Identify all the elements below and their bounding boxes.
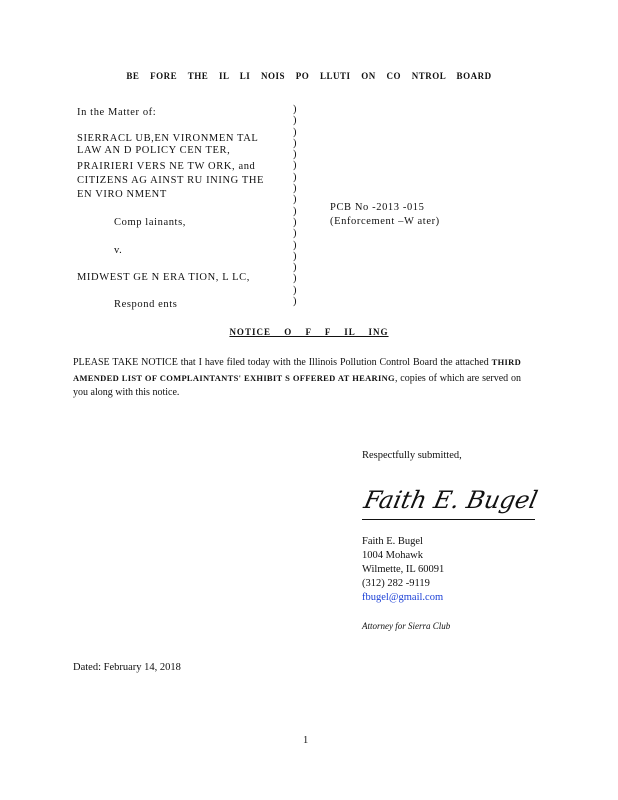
page-number: 1	[303, 735, 309, 746]
attorney-city: Wilmette, IL 60091	[362, 564, 445, 575]
notice-heading: NOTICE O F F IL ING	[229, 327, 389, 337]
complainant-line-3: PRAIRIERI VERS NE TW ORK, and	[77, 161, 256, 172]
attorney-email-link[interactable]: fbugel@gmail.com	[362, 592, 444, 603]
complainants-label: Comp lainants,	[114, 217, 186, 228]
notice-text-closing: , copies of which are served on you along with this notice.	[73, 372, 521, 398]
handwritten-signature	[362, 474, 542, 522]
attorney-name: Faith E. Bugel	[362, 536, 423, 547]
complainant-line-2: LAW AN D POLICY CEN TER,	[77, 145, 231, 156]
respondent-name: MIDWEST GE N ERA TION, L LC,	[77, 272, 250, 283]
attorney-phone: (312) 282 -9119	[362, 578, 430, 589]
document-title: BE FORE THE IL LI NOIS PO LLUTI ON CO NTROL BOARD	[126, 71, 492, 81]
date-line: Dated: February 14, 2018	[73, 662, 181, 673]
versus-label: v.	[114, 245, 123, 256]
complainant-line-4: CITIZENS AG AINST RU INING THE	[77, 175, 265, 186]
case-type: (Enforcement –W ater)	[330, 216, 440, 227]
notice-document-title: THIRD AMENDED LIST OF COMPLAINTANTS' EXHIBIT S OFFERED AT HEARING	[73, 357, 522, 383]
attorney-role: Attorney for Sierra Club	[362, 621, 451, 631]
caption-paren-column: ) ) ) ) ) ) ) ) ) ) ) ) ) ) ) ) ) )	[293, 104, 297, 308]
respondents-label: Respond ents	[114, 299, 178, 310]
case-number: PCB No -2013 -015	[330, 202, 425, 213]
notice-text-intro: PLEASE TAKE NOTICE that I have filed today with the Illinois Pollution Control Board the attached	[73, 357, 489, 368]
signature-line	[362, 519, 535, 520]
matter-label: In the Matter of:	[77, 107, 157, 118]
notice-body	[73, 355, 521, 401]
closing-salutation: Respectfully submitted,	[362, 450, 462, 461]
complainant-line-1: SIERRACL UB,EN VIRONMEN TAL	[77, 133, 259, 144]
attorney-street: 1004 Mohawk	[362, 550, 423, 561]
signature-script: Faith E. Bugel	[362, 485, 541, 514]
complainant-line-5: EN VIRO NMENT	[77, 189, 167, 200]
